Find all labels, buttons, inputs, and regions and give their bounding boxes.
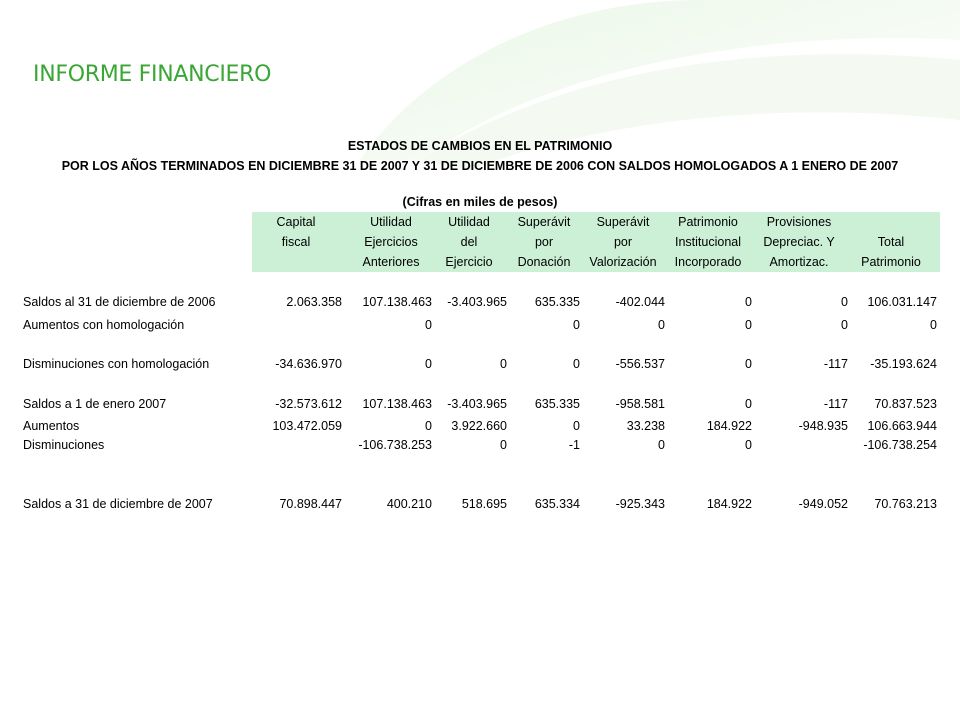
row-value: 106.663.944 [867,419,937,433]
column-header-7-line-1: Provisiones [766,215,832,229]
row-value: 0 [425,318,432,332]
row-label: Aumentos [23,419,80,433]
statement-subtitle: POR LOS AÑOS TERMINADOS EN DICIEMBRE 31 DE 2007 Y 31 DE DICIEMBRE DE 2006 CON SALDOS HOMOLOGADOS A 1 ENERO DE 2007 [61,159,899,173]
row-value: 0 [658,318,665,332]
row-value: 107.138.463 [362,397,432,411]
row-value: 2.063.358 [286,295,342,309]
row-value: 0 [500,357,507,371]
row-value: 184.922 [706,419,752,433]
row-value: -958.581 [615,397,665,411]
row-value: -117 [823,397,848,411]
column-header-4-line-1: Superávit [517,215,571,229]
row-label: Aumentos con homologación [23,318,185,332]
column-header-5-line-1: Superávit [596,215,650,229]
row-value: 635.335 [534,397,580,411]
row-value: 0 [745,397,752,411]
row-value: 635.335 [534,295,580,309]
row-value: 103.472.059 [272,419,342,433]
row-value: -949.052 [798,497,848,511]
row-value: 70.763.213 [874,497,937,511]
column-header-5-line-3: Valorización [589,255,657,269]
row-label: Saldos a 1 de enero 2007 [23,397,167,411]
row-value: 70.837.523 [874,397,937,411]
row-label: Saldos a 31 de diciembre de 2007 [23,497,213,511]
column-header-2-line-3: Anteriores [362,255,420,269]
row-value: -117 [823,357,848,371]
column-header-7-line-3: Amortizac. [769,255,829,269]
row-value: 0 [745,295,752,309]
column-header-6-line-1: Patrimonio [678,215,738,229]
column-header-6-line-3: Incorporado [674,255,742,269]
row-value: 0 [745,357,752,371]
column-header-1-line-1: Capital [276,215,316,229]
column-header-8-line-3: Patrimonio [861,255,921,269]
row-value: -3.403.965 [447,397,507,411]
row-value: 0 [658,438,665,452]
row-value: 0 [573,318,580,332]
row-value: 0 [573,357,580,371]
row-value: -948.935 [798,419,848,433]
row-value: 400.210 [386,497,432,511]
column-header-7-line-2: Depreciac. Y [763,235,835,249]
column-header-5-line-2: por [613,235,633,249]
row-value: -32.573.612 [275,397,342,411]
column-header-6-line-2: Institucional [674,235,741,249]
statement-title: ESTADOS DE CAMBIOS EN EL PATRIMONIO [347,139,613,153]
column-header-2-line-2: Ejercicios [364,235,418,249]
row-value: -106.738.254 [863,438,937,452]
row-value: 70.898.447 [279,497,342,511]
row-label: Disminuciones con homologación [23,357,210,371]
row-value: -556.537 [615,357,665,371]
row-value: 184.922 [706,497,752,511]
row-value: 107.138.463 [362,295,432,309]
row-value: 0 [500,438,507,452]
row-value: -35.193.624 [870,357,937,371]
row-value: -106.738.253 [358,438,432,452]
row-value: -1 [568,438,580,452]
row-value: 635.334 [534,497,580,511]
row-label: Saldos al 31 de diciembre de 2006 [23,295,216,309]
column-header-8-line-2: Total [877,235,905,249]
row-value: 3.922.660 [451,419,507,433]
row-value: 33.238 [626,419,665,433]
column-header-4-line-2: por [534,235,554,249]
row-value: -34.636.970 [275,357,342,371]
row-value: 518.695 [461,497,507,511]
row-value: 0 [930,318,937,332]
row-value: 0 [745,318,752,332]
column-header-3-line-1: Utilidad [448,215,490,229]
column-header-1-line-2: fiscal [281,235,311,249]
row-value: 0 [841,318,848,332]
row-value: -402.044 [615,295,665,309]
row-value: 0 [573,419,580,433]
row-value: -925.343 [615,497,665,511]
column-header-3-line-3: Ejercicio [445,255,493,269]
row-label: Disminuciones [23,438,105,452]
row-value: 106.031.147 [867,295,937,309]
row-value: 0 [841,295,848,309]
row-value: 0 [425,357,432,371]
page-title: INFORME FINANCIERO [33,62,272,87]
units-note: (Cifras en miles de pesos) [402,195,558,209]
column-header-4-line-3: Donación [517,255,571,269]
column-header-3-line-2: del [460,235,478,249]
row-value: -3.403.965 [447,295,507,309]
row-value: 0 [425,419,432,433]
row-value: 0 [745,438,752,452]
column-header-2-line-1: Utilidad [370,215,412,229]
